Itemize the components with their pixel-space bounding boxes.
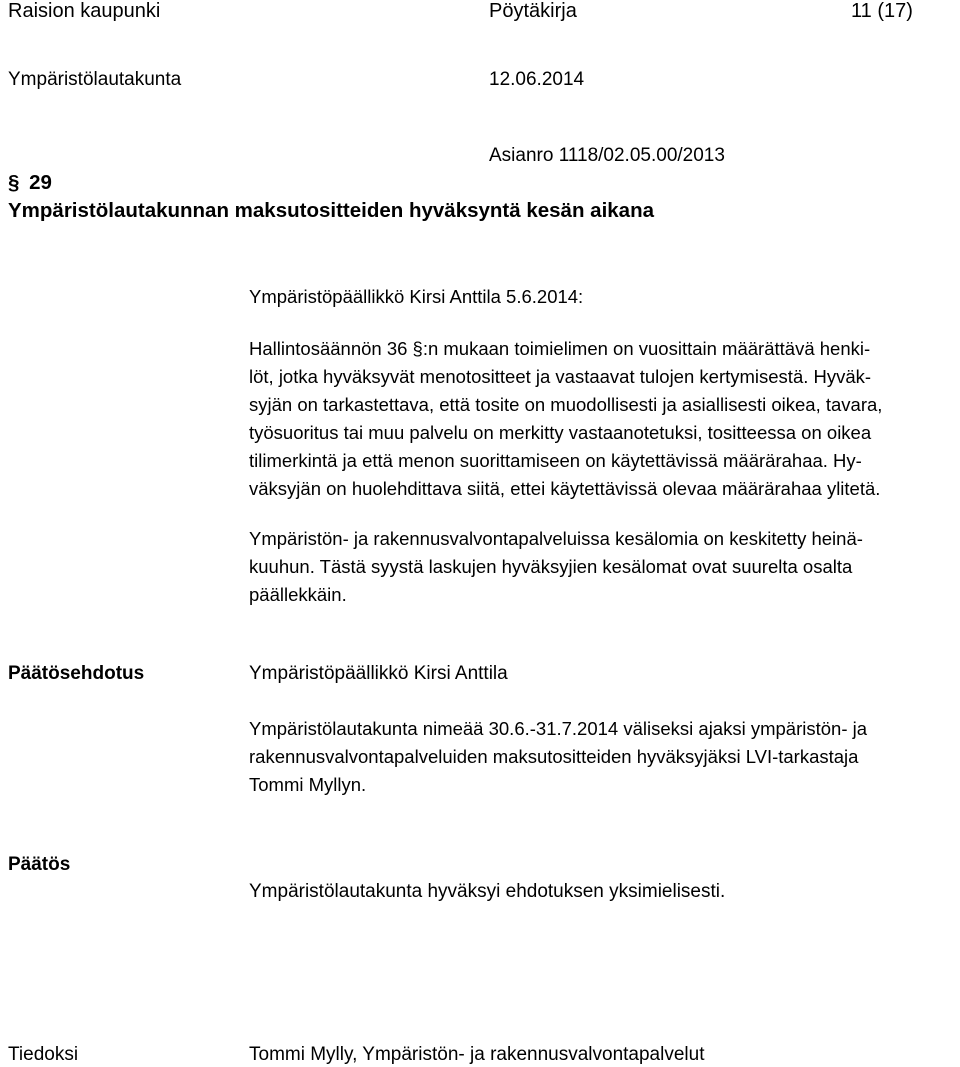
section-number: 29	[29, 171, 52, 194]
paragraph-line: väksyjän on huolehdittava siitä, ettei käytettävissä olevaa määrärahaa ylitetä.	[249, 478, 881, 499]
proposal-presenter: Ympäristöpäällikkö Kirsi Anttila	[249, 663, 508, 684]
paragraph-line: kuuhun. Tästä syystä laskujen hyväksyjien kesälomat ovat suurelta osalta	[249, 556, 853, 577]
meeting-date: 12.06.2014	[489, 69, 585, 90]
committee-name: Ympäristölautakunta	[8, 69, 182, 90]
section-symbol: §	[8, 171, 20, 194]
paragraph-line: työsuoritus tai muu palvelu on merkitty vastaanotetuksi, tositteessa on oikea	[249, 422, 872, 443]
distribution-text: Tommi Mylly, Ympäristön- ja rakennusvalvontapalvelut	[249, 1044, 705, 1065]
proposal-text	[249, 715, 867, 799]
proposal-line: rakennusvalvontapalveluiden maksutositteiden hyväksyjäksi LVI-tarkastaja	[249, 746, 859, 767]
preparation-paragraph-1	[249, 335, 882, 503]
decision-text: Ympäristölautakunta hyväksyi ehdotuksen yksimielisesti.	[249, 881, 726, 902]
case-number: Asianro 1118/02.05.00/2013	[489, 145, 725, 166]
paragraph-line: löt, jotka hyväksyvät menotositteet ja vastaavat tulojen kertymisestä. Hyväk-	[249, 366, 872, 387]
paragraph-line: syjän on tarkastettava, että tosite on muodollisesti ja asiallisesti oikea, tavara,	[249, 394, 883, 415]
case-title: Ympäristölautakunnan maksutositteiden hyväksyntä kesän aikana	[8, 199, 654, 222]
section-heading	[8, 171, 52, 195]
decision-label: Päätös	[8, 854, 71, 875]
document-type: Pöytäkirja	[489, 0, 577, 22]
paragraph-line: tilimerkintä ja että menon suorittamiseen on käytettävissä määrärahaa. Hy-	[249, 450, 862, 471]
paragraph-line: päällekkäin.	[249, 584, 347, 605]
preparation-paragraph-2	[249, 525, 863, 609]
distribution-label: Tiedoksi	[8, 1044, 79, 1065]
paragraph-line: Ympäristön- ja rakennusvalvontapalveluissa kesälomia on keskitetty heinä-	[249, 528, 863, 549]
presenter-line: Ympäristöpäällikkö Kirsi Anttila 5.6.2014:	[249, 286, 584, 307]
proposal-label: Päätösehdotus	[8, 663, 145, 684]
page-number: 11 (17)	[851, 0, 913, 22]
proposal-line: Ympäristölautakunta nimeää 30.6.-31.7.2014 väliseksi ajaksi ympäristön- ja	[249, 718, 868, 739]
organization-name: Raision kaupunki	[8, 0, 161, 22]
proposal-line: Tommi Myllyn.	[249, 774, 367, 795]
paragraph-line: Hallintosäännön 36 §:n mukaan toimielimen on vuosittain määrättävä henki-	[249, 338, 871, 359]
